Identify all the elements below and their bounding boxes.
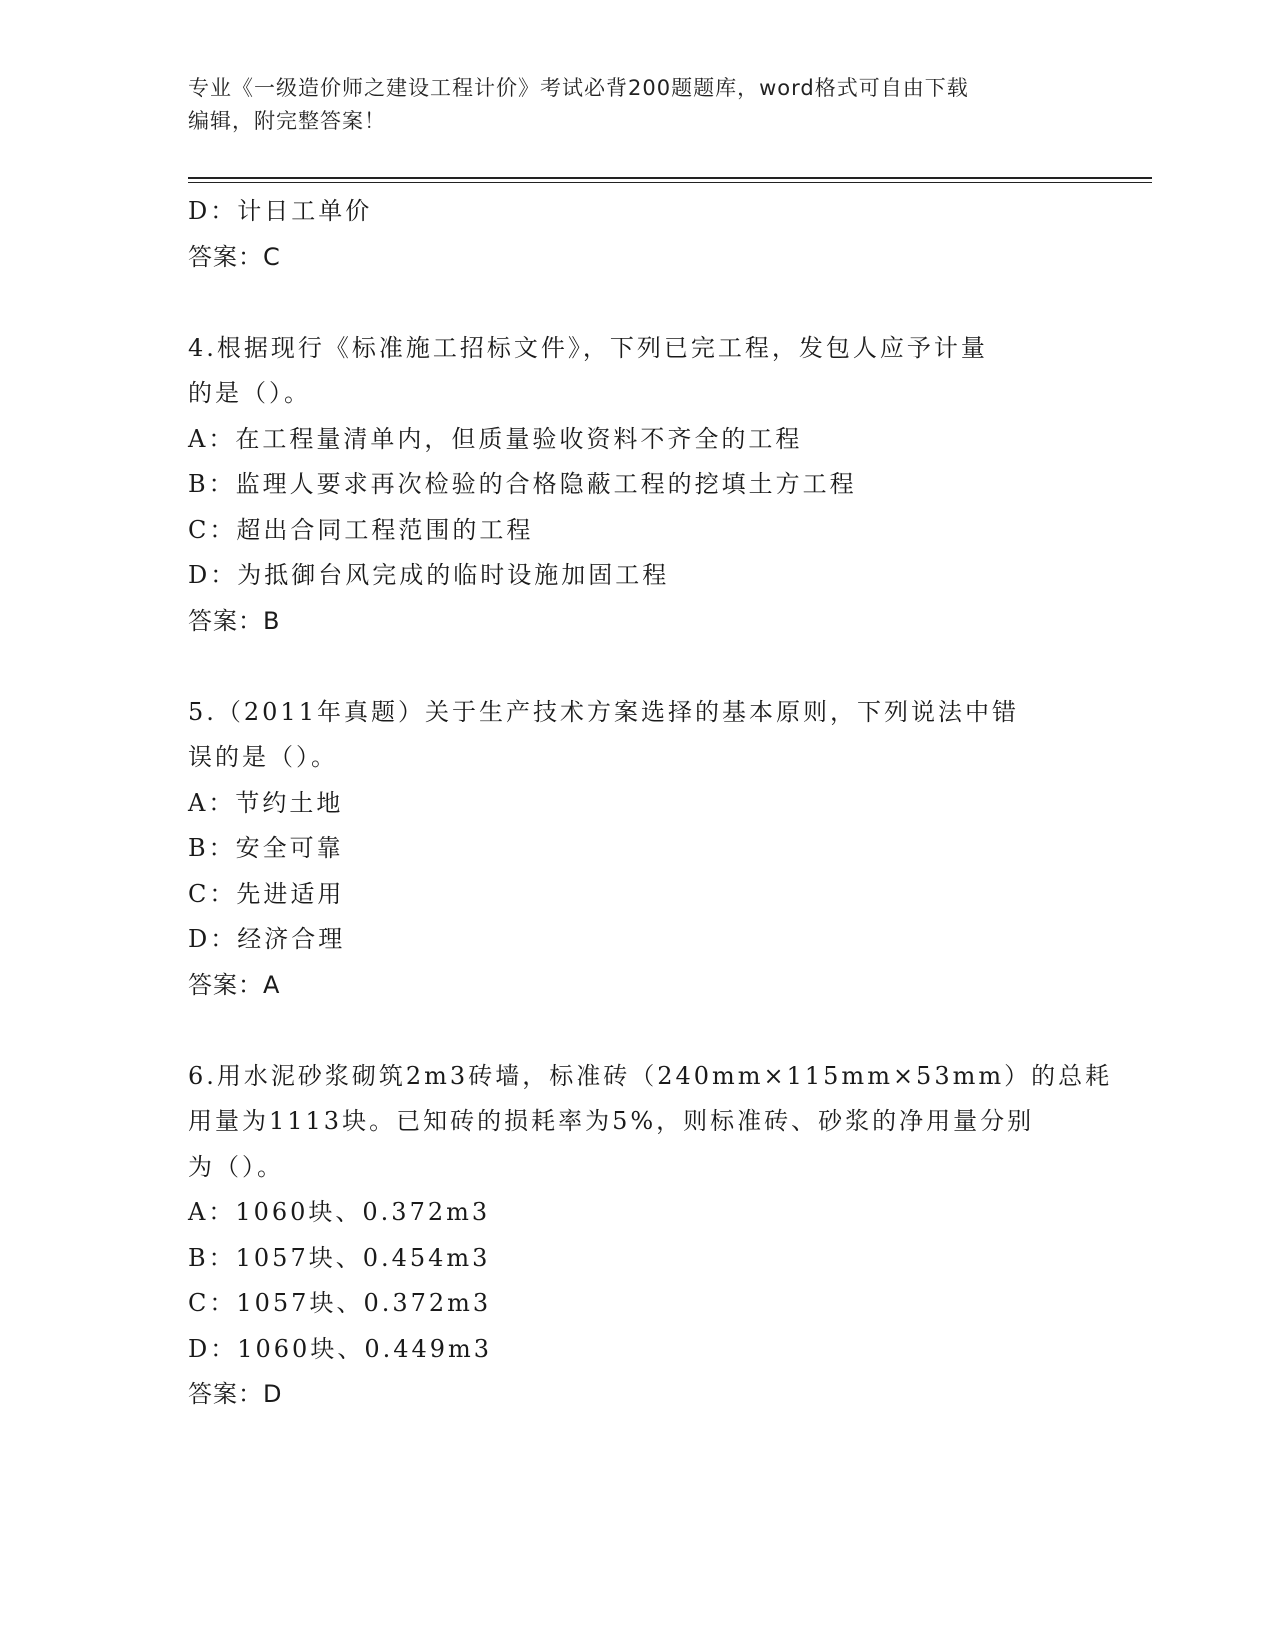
question-4 (188, 326, 1088, 645)
header-line-2: 编辑，附完整答案！ (188, 109, 386, 133)
question-list (188, 189, 1113, 1418)
page-header (188, 72, 1088, 138)
question-3-tail (188, 189, 1088, 280)
option-b: B：监理人要求再次检验的合格隐蔽工程的挖填土方工程 (188, 470, 857, 498)
spacer (188, 1008, 1088, 1054)
header-rule-thin (188, 182, 1152, 183)
spacer (188, 644, 1088, 690)
header-rule-thick (188, 177, 1152, 179)
question-stem: 6.用水泥砂浆砌筑2m3砖墙，标准砖（240mm×115mm×53mm）的总耗 (188, 1061, 1113, 1090)
option-d: D：为抵御台风完成的临时设施加固工程 (188, 561, 670, 589)
question-stem: 用量为1113块。已知砖的损耗率为5%，则标准砖、砂浆的净用量分别 (188, 1107, 1035, 1135)
question-5 (188, 690, 1088, 1009)
option-c: C：先进适用 (188, 879, 345, 908)
option-c: C：1057块、0.372m3 (188, 1289, 492, 1317)
answer-line: 答案：D (188, 1380, 283, 1408)
option-a: A：在工程量清单内，但质量验收资料不齐全的工程 (188, 424, 803, 453)
option-b: B：1057块、0.454m3 (188, 1243, 491, 1272)
question-6 (188, 1054, 1113, 1418)
question-stem: 误的是（）。 (188, 743, 338, 771)
header-line-1: 专业《一级造价师之建设工程计价》考试必背200题题库，word格式可自由下载 (188, 76, 969, 100)
option-a: A：节约土地 (188, 788, 344, 817)
spacer (188, 280, 1088, 326)
option-d: D：1060块、0.449m3 (188, 1334, 493, 1363)
answer-line: 答案：A (188, 970, 281, 999)
option-a: A：1060块、0.372m3 (188, 1198, 491, 1226)
answer-line: 答案：B (188, 606, 281, 635)
option-d: D：计日工单价 (188, 197, 373, 225)
option-c: C：超出合同工程范围的工程 (188, 515, 534, 544)
question-stem: 4.根据现行《标准施工招标文件》，下列已完工程，发包人应予计量 (188, 333, 988, 362)
answer-line: 答案：C (188, 242, 281, 271)
option-d: D：经济合理 (188, 925, 346, 953)
question-stem: 为（）。 (188, 1152, 284, 1181)
option-b: B：安全可靠 (188, 834, 344, 862)
question-stem: 的是（）。 (188, 379, 311, 407)
question-stem: 5.（2011年真题）关于生产技术方案选择的基本原则，下列说法中错 (188, 697, 1019, 726)
